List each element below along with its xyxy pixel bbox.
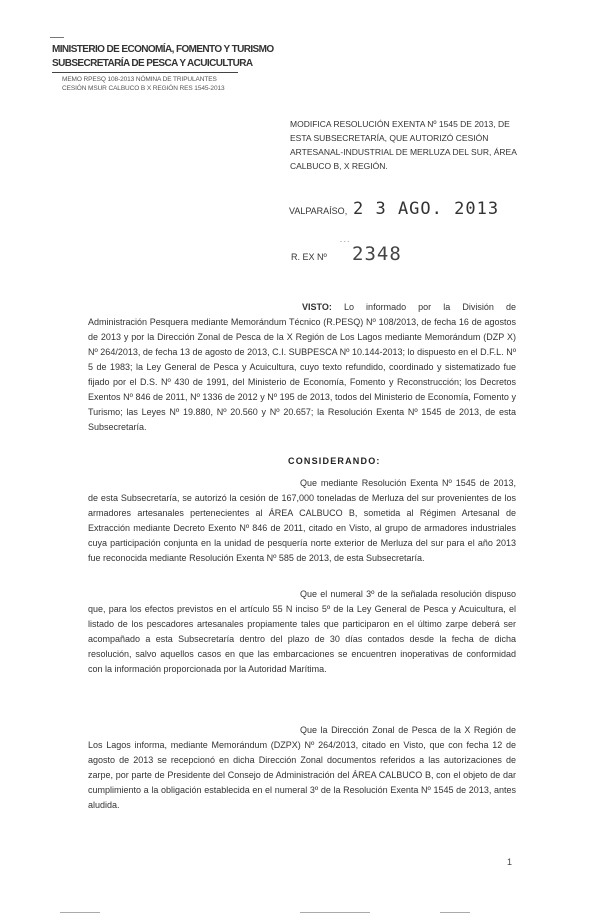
- place-label: VALPARAÍSO,: [289, 206, 348, 216]
- subsecretaria-name: SUBSECRETARÍA DE PESCA Y ACUICULTURA: [52, 58, 253, 69]
- footer-scan-line: [60, 912, 100, 913]
- rex-label: R. EX Nº: [291, 252, 327, 262]
- ministry-name: MINISTERIO DE ECONOMÍA, FOMENTO Y TURISMO: [52, 44, 274, 55]
- footer-scan-line: [300, 912, 370, 913]
- considerando-paragraph-1: Que mediante Resolución Exenta Nº 1545 de 2013, de esta Subsecretaría, se autorizó la cesión de 167,000 toneladas de Merluza del sur provenientes de los armadores artesanales pertenecientes al ÁREA CALBUCO B, sometida al Régimen Artesanal de Extracción mediante Decreto Exento Nº 846 de 2011, citado en Visto, al grupo de armadores industriales cuya participación conjunta en la unidad de pesquería norte exterior de Merluza del sur para el año 2013 fue reconocida mediante Resolución Exenta Nº 585 de 2013, de esta Subsecretaría.: [88, 478, 516, 563]
- corner-mark: [50, 37, 64, 38]
- considerando-paragraph-3: Que la Dirección Zonal de Pesca de la X Región de Los Lagos informa, mediante Memorándum (DZPX) Nº 264/2013, citado en Visto, que con fecha 12 de agosto de 2013 se recepcionó en dicha Dirección Zonal documentos referidos a las autorizaciones de zarpe, por parte de Presidente del Consejo de Administración del ÁREA CALBUCO B, con el objeto de dar cumplimiento a la obligación establecida en el numeral 3º de la Resolución Exenta Nº 1545 de 2013, antes aludida.: [88, 725, 516, 810]
- considerando-paragraph-2: Que el numeral 3º de la señalada resolución dispuso que, para los efectos previstos en el artículo 55 N inciso 5º de la Ley General de Pesca y Acuicultura, el listado de los pescadores artesanales propiamente tales que participaron en el último zarpe deberá ser acompañado a esta Subsecretaría dentro del plazo de 30 días contados desde la fecha de dicha resolución, salvo aquellos casos en que las embarcaciones se encuentren inoperativas de conformidad con la información proporcionada por la Autoridad Marítima.: [88, 589, 516, 674]
- visto-label: VISTO:: [302, 302, 332, 312]
- number-mark: - - -: [340, 239, 350, 245]
- stamped-date: 2 3 AGO. 2013: [353, 199, 500, 219]
- visto-text: Lo informado por la División de Administración Pesquera mediante Memorándum Técnico (R.PESQ) Nº 108/2013, de fecha 16 de agostos de 2013 y por la Dirección Zonal de Pesca de la X Región de Los Lagos mediante Memorándum (DZP X) Nº 264/2013, de fecha 13 de agosto de 2013, C.I. SUBPESCA Nº 10.144-2013; lo dispuesto en el D.F.L. Nº 5 de 1983; la Ley General de Pesca y Acuicultura, cuyo texto refundido, coordinado y sistematizado fue fijado por el D.S. Nº 430 de 1991, del Ministerio de Economía, Fomento y Reconstrucción; los Decretos Exentos Nº 846 de 2011, Nº 1336 de 2012 y Nº 195 de 2013, todos del Ministerio de Economía, Fomento y Turismo; las Leyes Nº 19.880, Nº 20.560 y Nº 20.657; la Resolución Exenta Nº 1545 de 2013, de esta Subsecretaría.: [88, 302, 516, 432]
- visto-paragraph: [88, 300, 516, 435]
- resolution-number: 2348: [352, 243, 402, 265]
- reference-line-1: MEMO RPESQ 108-2013 NÓMINA DE TRIPULANTES: [62, 76, 217, 83]
- page-number: 1: [507, 857, 513, 867]
- considerando-heading: CONSIDERANDO:: [288, 456, 381, 466]
- resolution-subject: MODIFICA RESOLUCIÓN EXENTA Nº 1545 DE 2013, DE ESTA SUBSECRETARÍA, QUE AUTORIZÓ CESIÓN ARTESANAL-INDUSTRIAL DE MERLUZA DEL SUR, ÁREA CALBUCO B, X REGIÓN.: [290, 119, 517, 171]
- footer-scan-line: [440, 912, 470, 913]
- header-underline: [52, 72, 238, 73]
- reference-line-2: CESIÓN MSUR CALBUCO B X REGIÓN RES 1545-2013: [62, 85, 225, 92]
